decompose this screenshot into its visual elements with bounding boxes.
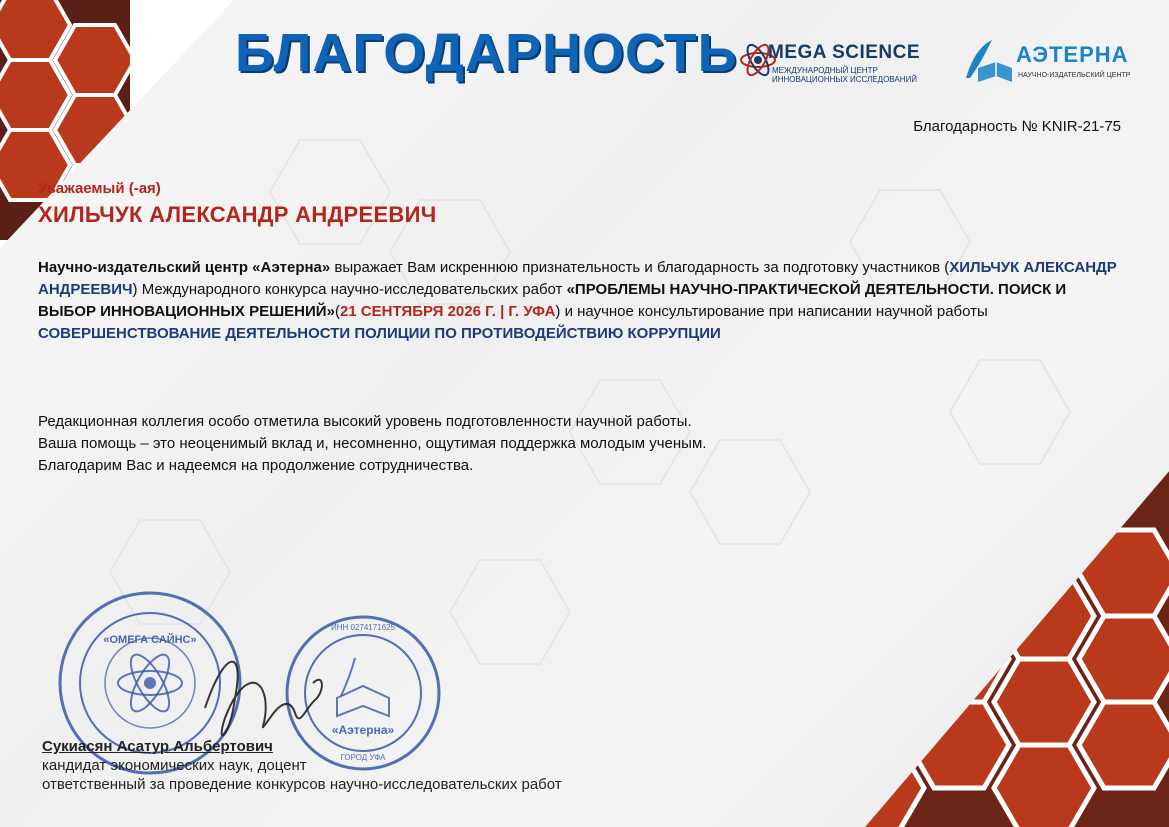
omega-science-logo (738, 36, 921, 88)
page-title: БЛАГОДАРНОСТЬ (235, 23, 738, 83)
omega-logo-subtitle: МЕЖДУНАРОДНЫЙ ЦЕНТР ИННОВАЦИОННЫХ ИССЛЕДОВАНИЙ (772, 66, 917, 84)
aeterna-logo-subtitle: НАУЧНО-ИЗДАТЕЛЬСКИЙ ЦЕНТР (1018, 72, 1131, 79)
aeterna-stamp-text: «Аэтерна» (331, 723, 395, 737)
signer-name: Сукиасян Асатур Альбертович (42, 738, 273, 755)
org-name: Научно-издательский центр «Аэтерна» (38, 259, 331, 276)
omega-stamp-text: «ОМЕГА САЙНС» (103, 634, 197, 646)
aeterna-stamp-city: ГОРОД УФА (340, 753, 386, 762)
signer-block (42, 737, 562, 794)
certificate-number: Благодарность № KNIR-21-75 (913, 118, 1121, 135)
quill-book-icon (958, 38, 1014, 84)
body-text-2: ) Международного конкурса научно-исследовательских работ (132, 281, 567, 298)
signer-role: ответственный за проведение конкурсов научно-исследовательских работ (42, 776, 562, 793)
aeterna-stamp-inn: ИНН 0274171625 (330, 623, 396, 632)
work-title: СОВЕРШЕНСТВОВАНИЕ ДЕЯТЕЛЬНОСТИ ПОЛИЦИИ ПО ПРОТИВОДЕЙСТВИЮ КОРРУПЦИИ (38, 325, 721, 342)
aeterna-logo (958, 38, 1130, 86)
participant-name: ХИЛЬЧУК АЛЕКСАНДР АНДРЕЕВИЧ (38, 259, 1117, 298)
omega-logo-name: MEGA SCIENCE (768, 42, 921, 63)
signer-degree: кандидат экономических наук, доцент (42, 757, 307, 774)
body-paragraph (38, 257, 1118, 345)
closing-text (38, 411, 706, 477)
recipient-name: ХИЛЬЧУК АЛЕКСАНДР АНДРЕЕВИЧ (38, 202, 437, 227)
contest-date-place: 21 СЕНТЯБРЯ 2026 Г. | Г. УФА (339, 303, 556, 320)
greeting: Уважаемый (-ая) (38, 180, 161, 197)
body-text-1: выражает Вам искреннюю признательность и благодарность за подготовку участников ( (330, 259, 950, 276)
aeterna-logo-name: АЭТЕРНА (1016, 42, 1129, 67)
body-text-4: ) и научное консультирование при написании научной работы (555, 303, 988, 320)
closing-line: Ваша помощь – это неоценимый вклад и, несомненно, ощутимая поддержка молодым ученым. (38, 435, 707, 452)
closing-line: Редакционная коллегия особо отметила высокий уровень подготовленности научной работы. (38, 413, 692, 430)
closing-line: Благодарим Вас и надеемся на продолжение сотрудничества. (38, 457, 474, 474)
body-text-3: ( (334, 303, 340, 320)
contest-name: «ПРОБЛЕМЫ НАУЧНО-ПРАКТИЧЕСКОЙ ДЕЯТЕЛЬНОСТИ. ПОИСК И ВЫБОР ИННОВАЦИОННЫХ РЕШЕНИЙ» (38, 281, 1067, 320)
